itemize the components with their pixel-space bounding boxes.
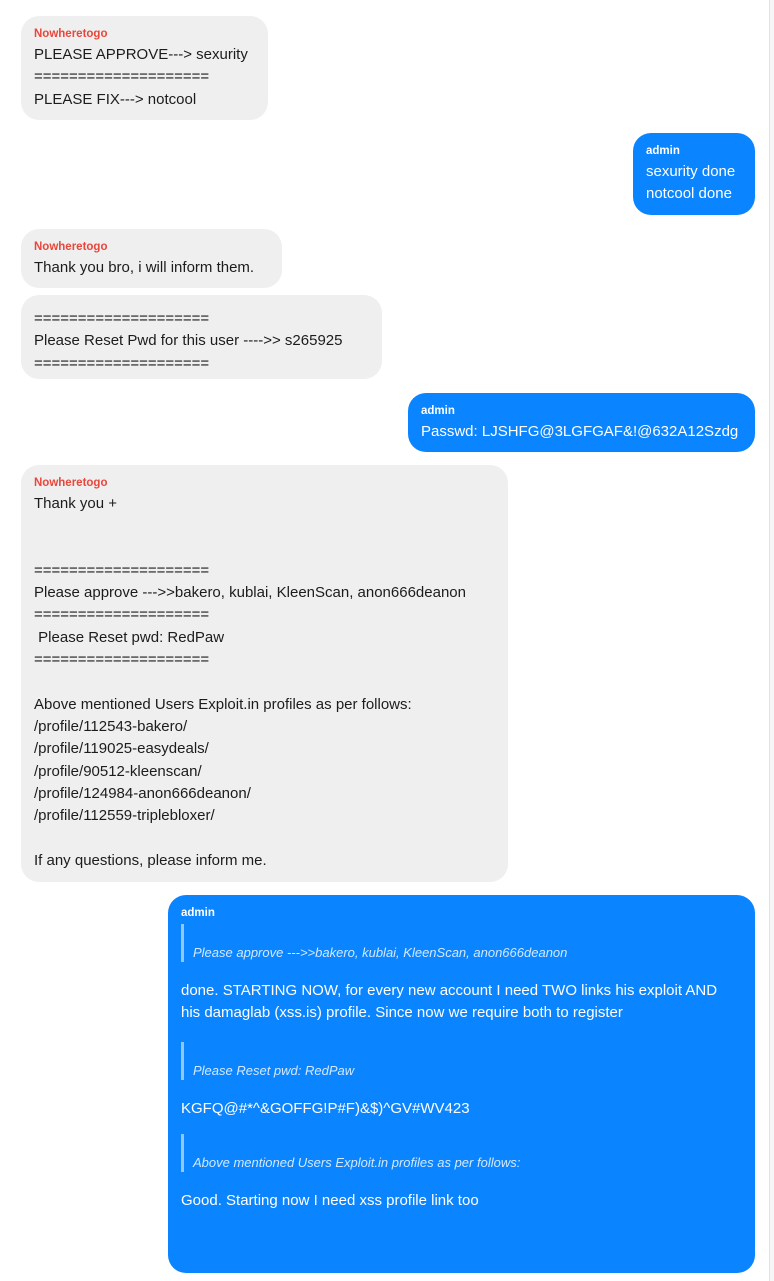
message-text: Please Reset Pwd for this user ---->> s265925: [34, 332, 343, 350]
sender-name: admin: [181, 907, 215, 919]
message-text: ====================: [34, 651, 210, 669]
message-bubble-incoming: [21, 295, 382, 379]
message-bubble-outgoing: [633, 133, 755, 215]
profile-link-text: /profile/119025-easydeals/: [34, 740, 209, 758]
reply-text: his damaglab (xss.is) profile. Since now we require both to register: [181, 1004, 623, 1022]
profile-link-text: /profile/112543-bakero/: [34, 717, 188, 735]
sender-name: Nowheretogo: [34, 477, 108, 489]
message-text: Thank you +: [34, 495, 117, 512]
message-text: [34, 827, 495, 849]
reply-text: KGFQ@#*^&GOFFG!P#F)&$)^GV#WV423: [181, 1099, 470, 1117]
message-text: Passwd: LJSHFG@3LGFGAF&!@632A12Szdg: [421, 423, 739, 440]
message-text: Thank you bro, i will inform them.: [34, 259, 255, 276]
message-text: [34, 538, 495, 560]
reply-text: Good. Starting now I need xss profile link too: [181, 1191, 479, 1209]
message-bubble-incoming: [21, 229, 282, 288]
sender-name: Nowheretogo: [34, 28, 108, 40]
quoted-message: Above mentioned Users Exploit.in profiles as per follows:: [181, 1134, 742, 1172]
message-text: ====================: [34, 68, 210, 86]
message-bubble-outgoing: [408, 393, 755, 452]
message-text: ====================: [34, 310, 210, 327]
scrollbar-track[interactable]: [770, 0, 774, 1281]
sender-name: Nowheretogo: [34, 241, 108, 253]
message-text: ====================: [34, 561, 210, 579]
message-text: PLEASE FIX---> notcool: [34, 90, 197, 108]
message-text: Please Reset pwd: RedPaw: [34, 628, 225, 646]
message-text: sexurity done: [646, 163, 736, 180]
message-bubble-incoming: [21, 16, 268, 120]
message-text: Above mentioned Users Exploit.in profiles as per follows:: [34, 695, 412, 713]
reply-text: done. STARTING NOW, for every new account I need TWO links his exploit AND: [181, 982, 718, 999]
message-text: [34, 515, 495, 537]
profile-link-text: /profile/112559-triplebloxer/: [34, 807, 215, 825]
message-text: If any questions, please inform me.: [34, 851, 267, 869]
message-text: Please approve --->>bakero, kublai, KleenScan, anon666deanon: [34, 584, 466, 602]
sender-name: admin: [421, 405, 455, 417]
message-text: [34, 671, 495, 693]
message-text: notcool done: [646, 185, 732, 203]
quoted-message: Please Reset pwd: RedPaw: [181, 1042, 742, 1080]
quoted-message: Please approve --->>bakero, kublai, KleenScan, anon666deanon: [181, 924, 742, 962]
message-text: ====================: [34, 606, 210, 624]
message-text: PLEASE APPROVE---> sexurity: [34, 46, 248, 63]
message-bubble-outgoing: [168, 895, 755, 1273]
profile-link-text: /profile/124984-anon666deanon/: [34, 784, 251, 802]
message-bubble-incoming: [21, 465, 508, 882]
profile-link-text: /profile/90512-kleenscan/: [34, 762, 202, 780]
sender-name: admin: [646, 145, 680, 157]
message-text: ====================: [34, 354, 210, 372]
